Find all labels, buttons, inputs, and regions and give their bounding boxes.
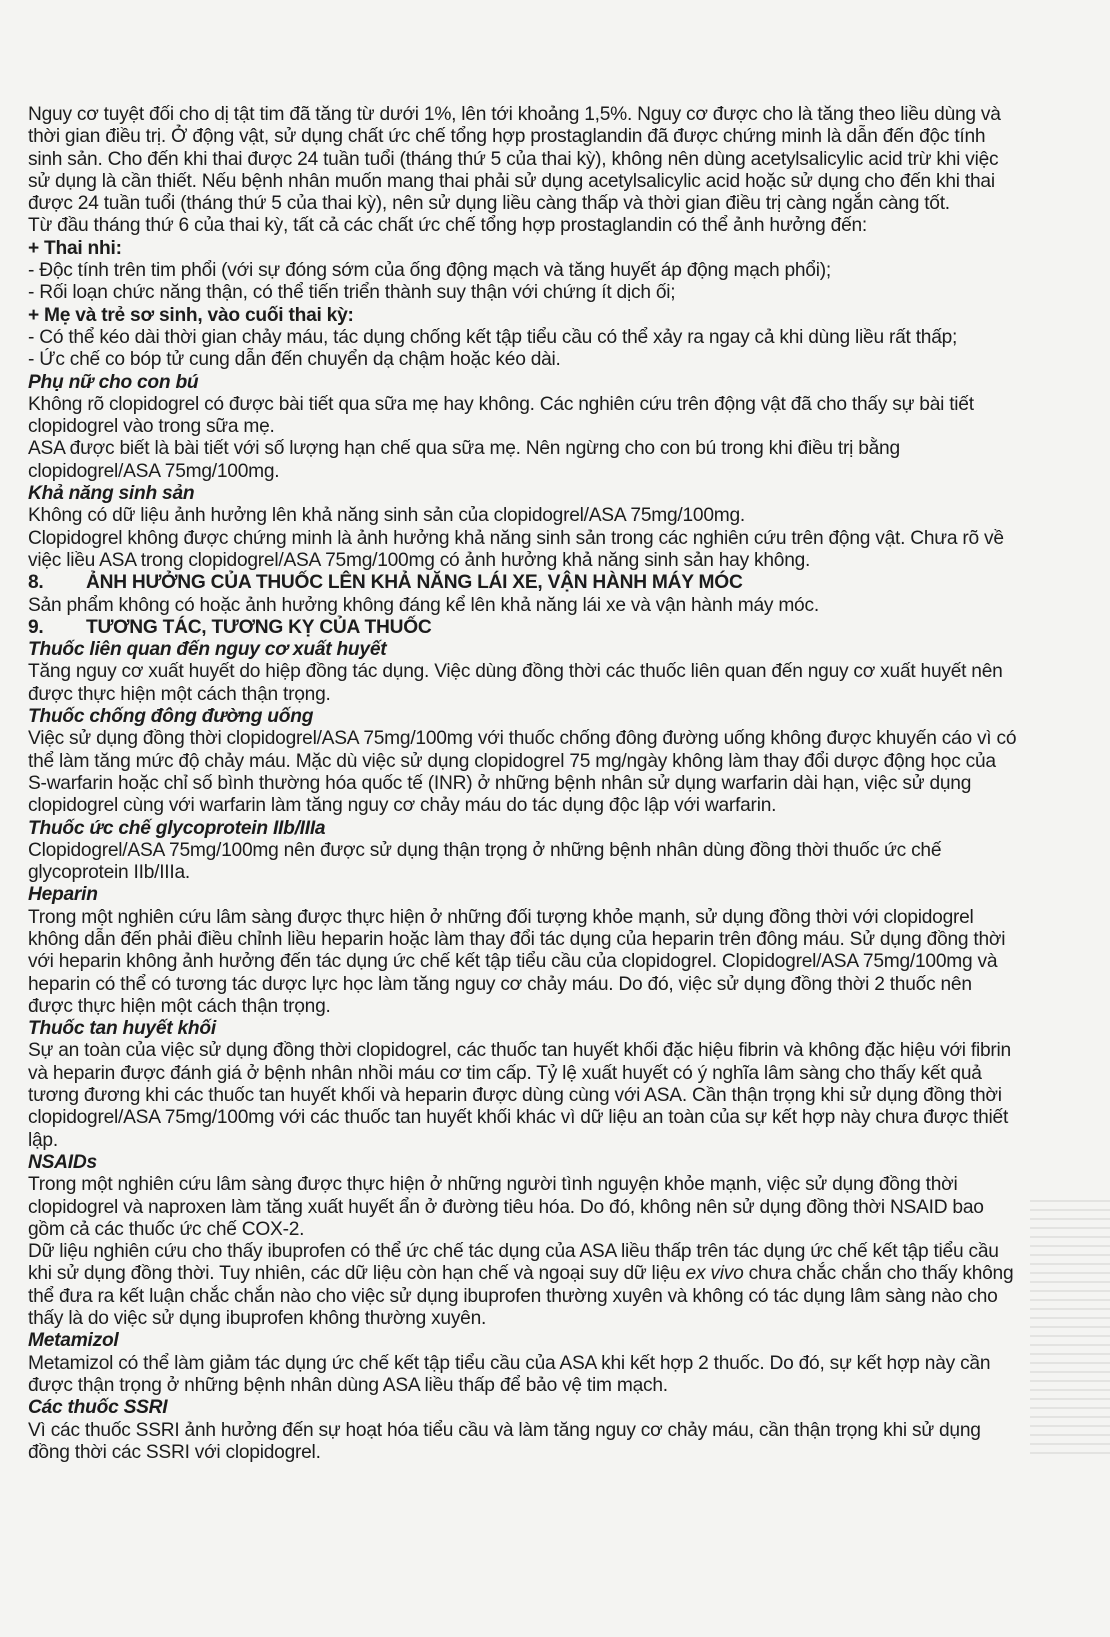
metamizol-heading: Metamizol bbox=[28, 1330, 119, 1352]
anticoagulant-heading: Thuốc chống đông đường uống bbox=[28, 706, 314, 728]
lactation-paragraph: Không rõ clopidogrel có được bài tiết qua sữa mẹ hay không. Các nghiên cứu trên động vật đã cho thấy sự bài tiết clopidogrel vào trong sữa mẹ. bbox=[28, 393, 974, 438]
heparin-heading: Heparin bbox=[28, 884, 98, 906]
ssri-paragraph: Vì các thuốc SSRI ảnh hưởng đến sự hoạt hóa tiểu cầu và làm tăng nguy cơ chảy máu, cần thận trọng khi sử dụng đồng thời các SSRI với clopidogrel. bbox=[28, 1419, 981, 1463]
pregnancy-paragraph-2: Từ đầu tháng thứ 6 của thai kỳ, tất cả các chất ức chế tổng hợp prostaglandin có thể ảnh hưởng đến: bbox=[28, 215, 868, 237]
mother-item: - Có thể kéo dài thời gian chảy máu, tác dụng chống kết tập tiểu cầu có thể xảy ra ngay cả khi dùng liều rất thấp; bbox=[28, 326, 958, 348]
ex-vivo-text: ex vivo bbox=[685, 1263, 744, 1285]
section-title: TƯƠNG TÁC, TƯƠNG KỴ CỦA THUỐC bbox=[86, 616, 432, 638]
lactation-heading: Phụ nữ cho con bú bbox=[28, 371, 199, 393]
fetus-heading: + Thai nhi: bbox=[28, 237, 122, 259]
ssri-heading: Các thuốc SSRI bbox=[28, 1397, 168, 1419]
metamizol-paragraph: Metamizol có thể làm giảm tác dụng ức chế kết tập tiểu cầu của ASA khi kết hợp 2 thuốc. Do đó, sự kết hợp này cần được thận trọng ở những bệnh nhân dùng ASA liều thấp để bảo vệ tim mạch. bbox=[28, 1352, 991, 1396]
show-through-texture bbox=[1030, 1200, 1110, 1460]
section-number: 8. bbox=[28, 572, 44, 594]
section-8-heading bbox=[28, 572, 1018, 594]
thrombolytic-heading: Thuốc tan huyết khối bbox=[28, 1018, 216, 1040]
fertility-paragraph: Clopidogrel không được chứng minh là ảnh hưởng khả năng sinh sản trong các nghiên cứu trên động vật. Chưa rõ về việc liều ASA trong clopidogrel/ASA 75mg/100mg có ảnh hưởng khả năng sinh sản hay không. bbox=[28, 527, 1004, 571]
mother-item: - Ức chế co bóp tử cung dẫn đến chuyển dạ chậm hoặc kéo dài. bbox=[28, 349, 561, 371]
pregnancy-paragraph-1: Nguy cơ tuyệt đối cho dị tật tim đã tăng từ dưới 1%, lên tới khoảng 1,5%. Nguy cơ được cho là tăng theo liều dùng và thời gian điều trị. Ở động vật, sử dụng chất ức chế tổng hợp prostaglandin đã được chứng minh là dẫn đến độc tính sinh sản. Cho đến khi thai được 24 tuần tuổi (tháng thứ 5 của thai kỳ), không nên dùng acetylsalicylic acid trừ khi việc sử dụng là cần thiết. Nếu bệnh nhân muốn mang thai phải sử dụng acetylsalicylic acid hoặc sử dụng cho đến khi thai được 24 tuần tuổi (tháng thứ 5 của thai kỳ), nên sử dụng liều càng thấp và thời gian điều trị càng ngắn càng tốt. bbox=[28, 104, 1001, 215]
thrombolytic-paragraph: Sự an toàn của việc sử dụng đồng thời clopidogrel, các thuốc tan huyết khối đặc hiệu fibrin và không đặc hiệu với fibrin và heparin được đánh giá ở bệnh nhân nhồi máu cơ tim cấp. Tỷ lệ xuất huyết có ý nghĩa lâm sàng cho thấy kết quả tương đương khi các thuốc tan huyết khối và heparin được dùng cùng với ASA. Cần thận trọng khi sử dụng đồng thời clopidogrel/ASA 75mg/100mg với các thuốc tan huyết khối khác vì dữ liệu an toàn của sự kết hợp này chưa được thiết lập. bbox=[28, 1040, 1011, 1151]
mother-heading: + Mẹ và trẻ sơ sinh, vào cuối thai kỳ: bbox=[28, 304, 354, 326]
nsaids-paragraph bbox=[28, 1241, 1018, 1330]
bleeding-paragraph: Tăng nguy cơ xuất huyết do hiệp đồng tác dụng. Việc dùng đồng thời các thuốc liên quan đến nguy cơ xuất huyết nên được thực hiện một cách thận trọng. bbox=[28, 661, 1003, 705]
section-title: ẢNH HƯỞNG CỦA THUỐC LÊN KHẢ NĂNG LÁI XE, VẬN HÀNH MÁY MÓC bbox=[86, 572, 743, 594]
fetus-item: - Độc tính trên tim phổi (với sự đóng sớm của ống động mạch và tăng huyết áp động mạch phổi); bbox=[28, 260, 831, 282]
fetus-item: - Rối loạn chức năng thận, có thể tiến triển thành suy thận với chứng ít dịch ối; bbox=[28, 282, 676, 304]
nsaids-text: Dữ liệu nghiên cứu cho thấy ibuprofen có thể ức chế tác dụng của ASA liều thấp trên tác dụng ức chế kết tập tiểu cầu khi sử dụng đồng thời. Tuy nhiên, các dữ liệu còn hạn chế và ngoại suy dữ liệu bbox=[28, 1241, 999, 1285]
glycoprotein-paragraph: Clopidogrel/ASA 75mg/100mg nên được sử dụng thận trọng ở những bệnh nhân dùng đồng thời thuốc ức chế glycoprotein IIb/IIIa. bbox=[28, 839, 942, 884]
fertility-paragraph: Không có dữ liệu ảnh hưởng lên khả năng sinh sản của clopidogrel/ASA 75mg/100mg. bbox=[28, 505, 745, 527]
lactation-paragraph: ASA được biết là bài tiết với số lượng hạn chế qua sữa mẹ. Nên ngừng cho con bú trong khi điều trị bằng clopidogrel/ASA 75mg/100mg. bbox=[28, 438, 900, 482]
anticoagulant-paragraph: Việc sử dụng đồng thời clopidogrel/ASA 75mg/100mg với thuốc chống đông đường uống không được khuyến cáo vì có thể làm tăng mức độ chảy máu. Mặc dù việc sử dụng clopidogrel 75 mg/ngày không làm thay đổi dược động học của S-warfarin hoặc chỉ số bình thường hóa quốc tế (INR) ở những bệnh nhân sử dụng warfarin dài hạn, việc sử dụng clopidogrel cùng với warfarin làm tăng nguy cơ chảy máu do tác dụng độc lập với warfarin. bbox=[28, 728, 1017, 817]
bleeding-heading: Thuốc liên quan đến nguy cơ xuất huyết bbox=[28, 639, 387, 661]
section-9-heading bbox=[28, 617, 1018, 639]
nsaids-text: chưa chắc chắn cho thấy không thể đưa ra kết luận chắc chắn nào cho việc sử dụng ibuprofen thường xuyên và không có tác dụng lâm sàng nào cho thấy là do việc sử dụng ibuprofen không thường xuyên. bbox=[28, 1263, 1014, 1330]
fertility-heading: Khả năng sinh sản bbox=[28, 483, 195, 505]
section-number: 9. bbox=[28, 616, 44, 638]
heparin-paragraph: Trong một nghiên cứu lâm sàng được thực hiện ở những đối tượng khỏe mạnh, sử dụng đồng thời với clopidogrel không dẫn đến phải điều chỉnh liều heparin hoặc làm thay đổi tác dụng của heparin trên đông máu. Sử dụng đồng thời với heparin không ảnh hưởng đến tác dụng ức chế kết tập tiểu cầu của clopidogrel. Clopidogrel/ASA 75mg/100mg và heparin có thể có tương tác dược lực học làm tăng nguy cơ chảy máu. Do đó, việc sử dụng đồng thời 2 thuốc nên được thực hiện một cách thận trọng. bbox=[28, 906, 1006, 1017]
section-8-paragraph: Sản phẩm không có hoặc ảnh hưởng không đáng kể lên khả năng lái xe và vận hành máy móc. bbox=[28, 594, 819, 616]
nsaids-heading: NSAIDs bbox=[28, 1151, 97, 1173]
glycoprotein-heading: Thuốc ức chế glycoprotein IIb/IIIa bbox=[28, 817, 326, 839]
document-page bbox=[28, 104, 1018, 1464]
nsaids-paragraph: Trong một nghiên cứu lâm sàng được thực hiện ở những người tình nguyện khỏe mạnh, việc sử dụng đồng thời clopidogrel và naproxen làm tăng xuất huyết ẩn ở đường tiêu hóa. Do đó, không nên sử dụng đồng thời NSAID bao gồm cả các thuốc ức chế COX-2. bbox=[28, 1174, 984, 1240]
